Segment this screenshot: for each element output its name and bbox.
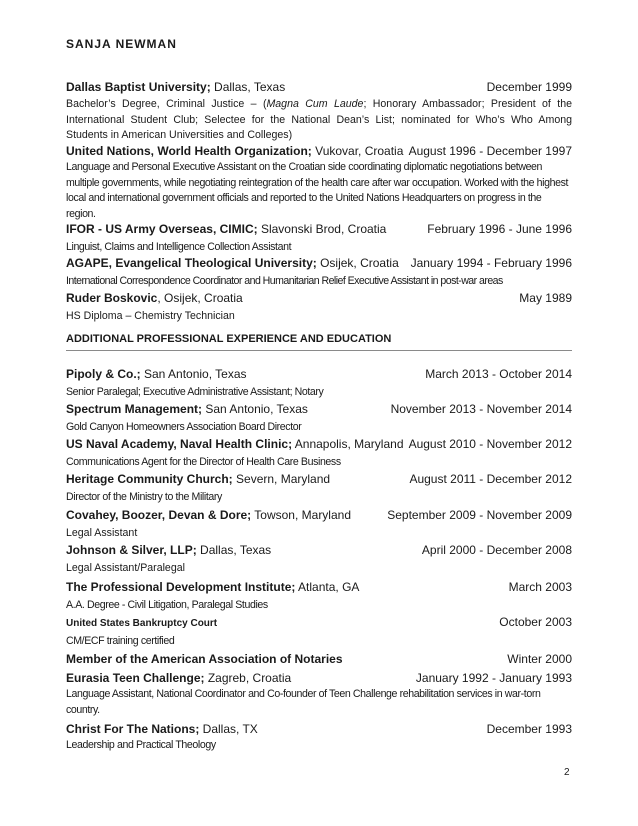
- entry-title-line: [66, 402, 572, 417]
- entry-title-line: [66, 80, 572, 95]
- entry-date: January 1992 - January 1993: [415, 671, 572, 685]
- entry-organization: IFOR - US Army Overseas, CIMIC;: [66, 222, 258, 236]
- entry-organization: Spectrum Management;: [66, 402, 203, 416]
- experience-entry-agape: [66, 256, 572, 290]
- entry-description: HS Diploma – Chemistry Technician: [66, 310, 235, 322]
- entry-title-line: [66, 508, 572, 523]
- entry-organization: Ruder Boskovic: [66, 291, 158, 305]
- entry-date: November 2013 - November 2014: [390, 402, 572, 416]
- entry-title-line: [66, 615, 572, 631]
- entry-location: Annapolis, Maryland: [292, 437, 404, 451]
- entry-date: December 1999: [486, 80, 572, 94]
- entry-date: February 1996 - June 1996: [427, 222, 572, 236]
- entry-date: September 2009 - November 2009: [387, 508, 572, 522]
- entry-date: March 2013 - October 2014: [425, 367, 572, 381]
- entry-organization: The Professional Development Institute;: [66, 580, 296, 594]
- experience-entry-ifor: [66, 222, 572, 256]
- entry-location: Slavonski Brod, Croatia: [257, 222, 387, 236]
- entry-title-line: [66, 291, 572, 306]
- entry-description: Legal Assistant/Paralegal: [66, 562, 185, 574]
- entry-date: Winter 2000: [507, 652, 572, 666]
- entry-title-line: [66, 256, 572, 271]
- entry-description: Director of the Ministry to the Military: [66, 491, 222, 503]
- entry-date: August 1996 - December 1997: [408, 144, 572, 158]
- entry-date: December 1993: [486, 722, 572, 736]
- entry-organization: Member of the American Association of Notaries: [66, 652, 343, 666]
- page-number: 2: [564, 767, 570, 778]
- entry-organization: Christ For The Nations;: [66, 722, 200, 736]
- entry-organization: Pipoly & Co.;: [66, 367, 141, 381]
- entry-description: Communications Agent for the Director of Health Care Business: [66, 456, 341, 468]
- entry-description: A.A. Degree - Civil Litigation, Paralegal Studies: [66, 599, 268, 611]
- entry-location: Severn, Maryland: [232, 472, 331, 486]
- entry-date: May 1989: [519, 291, 572, 305]
- entry-location: Towson, Maryland: [251, 508, 351, 522]
- entry-location: Dallas, TX: [199, 722, 258, 736]
- entry-location: Zagreb, Croatia: [204, 671, 292, 685]
- entry-title-line: [66, 222, 572, 237]
- additional-entry: [66, 402, 572, 436]
- resume-header-name: SANJA NEWMAN: [66, 37, 177, 51]
- entry-title-line: [66, 652, 572, 667]
- entry-title-line: [66, 671, 572, 686]
- entry-location: Atlanta, GA: [295, 580, 360, 594]
- entry-location: San Antonio, Texas: [140, 367, 247, 381]
- entry-organization: Covahey, Boozer, Devan & Dore;: [66, 508, 252, 522]
- additional-entry: [66, 615, 572, 650]
- additional-entry: [66, 367, 572, 401]
- entry-organization: Eurasia Teen Challenge;: [66, 671, 205, 685]
- entry-date: March 2003: [508, 580, 572, 594]
- entry-description: Legal Assistant: [66, 527, 138, 539]
- additional-entry: [66, 580, 572, 614]
- entry-title-line: [66, 367, 572, 382]
- entry-description: Senior Paralegal; Executive Administrative Assistant; Notary: [66, 386, 324, 398]
- entry-location: Dallas, Texas: [196, 543, 272, 557]
- additional-entry: [66, 671, 572, 718]
- entry-organization: Dallas Baptist University;: [66, 80, 211, 94]
- entry-description: Language and Personal Executive Assistant on the Croatian side coordinating diplomatic negotiations between multiple governments, while negotiating reintegration of the health care after war occupation. Worked with the highest local and international government officials and reported to the United Nations Headquarters on progress in the region.: [66, 161, 569, 220]
- entry-title-line: [66, 144, 572, 159]
- section-heading-additional: ADDITIONAL PROFESSIONAL EXPERIENCE AND EDUCATION: [66, 333, 392, 345]
- entry-date: October 2003: [499, 615, 572, 629]
- additional-entry: [66, 543, 572, 577]
- entry-organization: AGAPE, Evangelical Theological University;: [66, 256, 317, 270]
- additional-entry: [66, 508, 572, 542]
- experience-entry-un: [66, 144, 572, 222]
- entry-description: International Correspondence Coordinator and Humanitarian Relief Executive Assistant in post-war areas: [66, 275, 503, 287]
- entry-date: January 1994 - February 1996: [410, 256, 572, 270]
- entry-location: San Antonio, Texas: [202, 402, 308, 416]
- additional-entry: [66, 722, 572, 754]
- additional-entry: [66, 652, 572, 667]
- entry-title-line: [66, 472, 572, 487]
- entry-organization: Heritage Community Church;: [66, 472, 233, 486]
- entry-organization: United States Bankruptcy Court: [66, 618, 218, 629]
- honors-text: Magna Cum Laude: [266, 98, 364, 110]
- additional-entry: [66, 437, 572, 471]
- section-divider: [66, 350, 572, 351]
- entry-title-line: [66, 437, 572, 452]
- entry-description: Language Assistant, National Coordinator and Co-founder of Teen Challenge rehabilitation services in war-torn country.: [66, 688, 541, 716]
- entry-organization: US Naval Academy, Naval Health Clinic;: [66, 437, 293, 451]
- entry-date: April 2000 - December 2008: [421, 543, 572, 557]
- entry-title-line: [66, 580, 572, 595]
- entry-title-line: [66, 722, 572, 737]
- entry-organization: Johnson & Silver, LLP;: [66, 543, 197, 557]
- entry-description: Gold Canyon Homeowners Association Board Director: [66, 421, 302, 433]
- additional-entry: [66, 472, 572, 506]
- entry-location: , Osijek, Croatia: [157, 291, 243, 305]
- entry-location: Vukovar, Croatia: [311, 144, 404, 158]
- entry-description: Linguist, Claims and Intelligence Collection Assistant: [66, 241, 292, 253]
- entry-date: August 2010 - November 2012: [408, 437, 572, 451]
- entry-title-line: [66, 543, 572, 558]
- entry-description: CM/ECF training certified: [66, 635, 175, 647]
- entry-organization: United Nations, World Health Organization;: [66, 144, 312, 158]
- entry-description: Leadership and Practical Theology: [66, 739, 216, 751]
- entry-location: Osijek, Croatia: [316, 256, 399, 270]
- education-entry-ruder-boskovic: [66, 291, 572, 325]
- entry-date: August 2011 - December 2012: [409, 472, 572, 486]
- entry-description: Bachelor’s Degree, Criminal Justice – (Magna Cum Laude; Honorary Ambassador; President of the International Student Club; Selectee for the National Dean’s List; nominated for Who’s Who Among Students in American Universities and Colleges): [66, 98, 572, 141]
- education-entry-dbu: [66, 80, 572, 144]
- entry-location: Dallas, Texas: [210, 80, 286, 94]
